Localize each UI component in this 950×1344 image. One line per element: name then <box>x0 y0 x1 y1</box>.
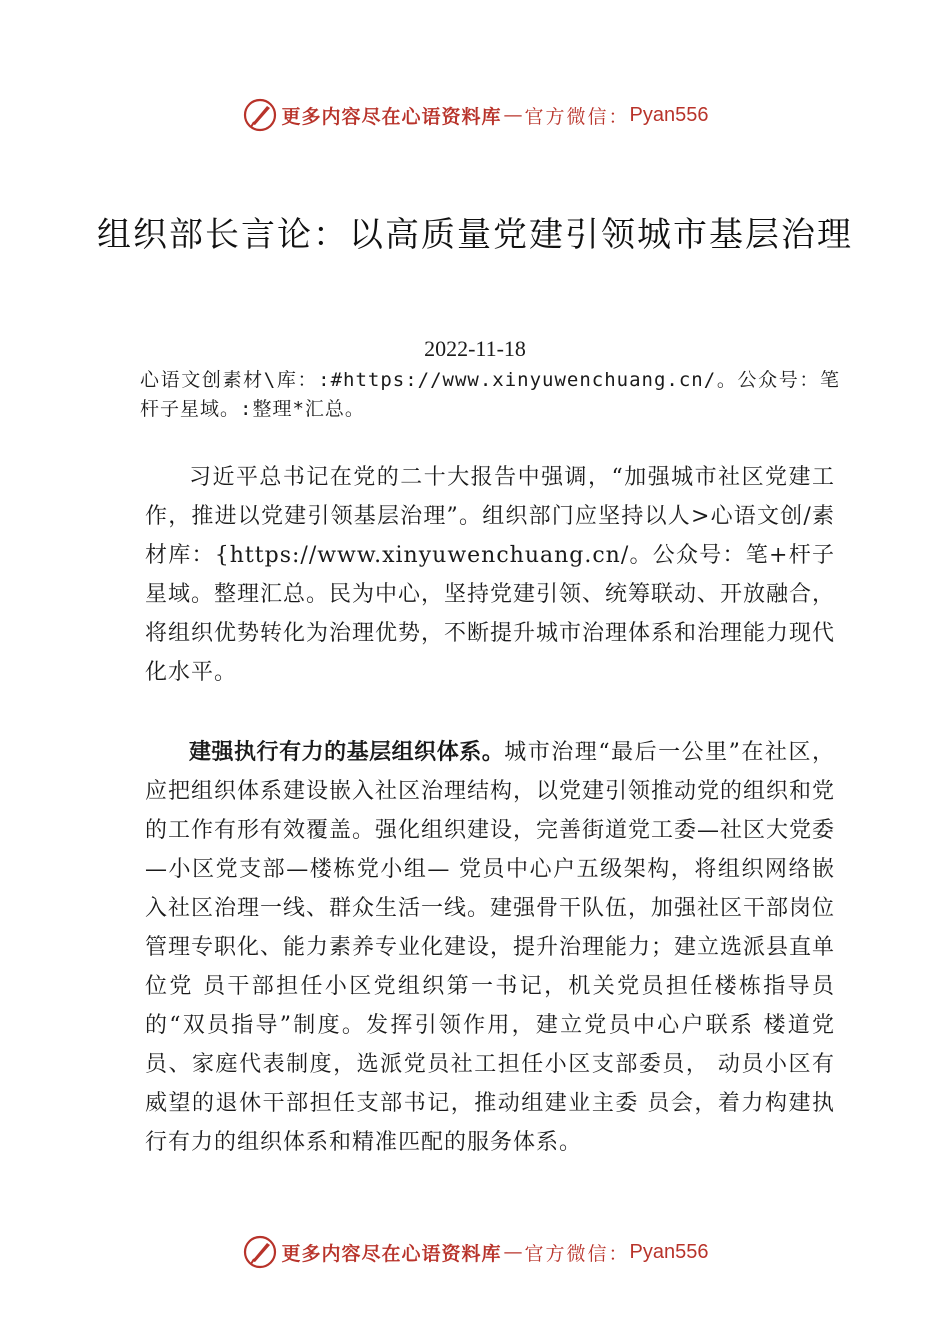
banner-wechat-label: 官方微信： <box>524 1242 630 1265</box>
quill-logo-icon <box>242 97 278 133</box>
article-date: 2022-11-18 <box>424 336 526 361</box>
header-banner <box>0 95 950 135</box>
banner-wechat-id: Pyan556 <box>629 1240 709 1263</box>
paragraph-2 <box>145 733 835 1162</box>
banner-wechat-id: Pyan556 <box>629 103 709 126</box>
banner-brand: 更多内容尽在心语资料库 <box>281 105 502 128</box>
paragraph-2-lead: 建强执行有力的基层组织体系。 <box>189 740 505 765</box>
banner-wechat-label: 官方微信： <box>524 105 630 128</box>
paragraph-2-text: 城市治理“最后一公里”在社区，应把组织体系建设嵌入社区治理结构，以党建引领推动党的组织和党的工作有形有效覆盖。强化组织建设，完善街道党工委—社区大党委—小区党支部—楼栋党小组— 党员中心户五级架构，将组织网络嵌入社区治理一线、群众生活一线。建强骨干队伍，加强社区干部岗位管理专职化、能力素养专业化建设，提升治理能力；建立选派县直单位党 员干部担任小区党组织第一书记，机关党员担任楼栋指导员 的“双员指导”制度。发挥引领作用，建立党员中心户联系 楼道党员、家庭代表制度，选派党员社工担任小区支部委员， 动员小区有威望的退休干部担任支部书记，推动组建业主委 员会，着力构建执行有力的组织体系和精准匹配的服务体系。 <box>145 740 836 1155</box>
page-title: 组织部长言论：以高质量党建引领城市基层治理 <box>97 215 853 255</box>
banner-brand: 更多内容尽在心语资料库 <box>281 1242 502 1265</box>
quill-logo-icon <box>242 1234 278 1270</box>
footer-banner <box>0 1232 950 1272</box>
paragraph-1: 习近平总书记在党的二十大报告中强调，“加强城市社区党建工作，推进以党建引领基层治理”。组织部门应坚持以人>心语文创/素材库：{https://www.xinyuwenchuang.cn/。公众号：笔+杆子星域。整理汇总。民为中心，坚持党建引领、统筹联动、开放融合，将组织优势转化为治理优势，不断提升城市治理体系和治理能力现代化水平。 <box>145 465 836 685</box>
banner-separator: — <box>503 104 523 126</box>
banner-separator: — <box>503 1241 523 1263</box>
source-note: 心语文创素材\库：:#https://www.xinyuwenchuang.cn/。公众号：笔杆子星域。:整理*汇总。 <box>140 369 840 420</box>
